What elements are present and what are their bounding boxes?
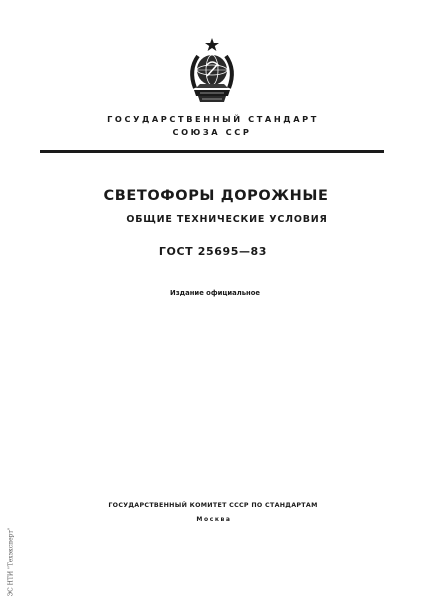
publication-city: Москва [196, 516, 232, 523]
side-stamp [6, 528, 16, 598]
publisher: ГОСУДАРСТВЕННЫЙ КОМИТЕТ СССР ПО СТАНДАРТАМ [108, 502, 318, 509]
document-subtitle: ОБЩИЕ ТЕХНИЧЕСКИЕ УСЛОВИЯ [126, 214, 328, 225]
standard-code: ГОСТ 25695—83 [158, 245, 268, 258]
side-stamp-text: ЭС НТИ "Техэксперт" [7, 527, 15, 597]
ussr-emblem-icon [182, 36, 242, 106]
standard-header-line2: СОЮЗА ССР [172, 127, 252, 137]
document-title: СВЕТОФОРЫ ДОРОЖНЫЕ [103, 188, 329, 204]
standard-header-line1: ГОСУДАРСТВЕННЫЙ СТАНДАРТ [107, 114, 319, 124]
horizontal-rule [40, 150, 384, 153]
edition-note: Издание официальное [170, 289, 260, 297]
